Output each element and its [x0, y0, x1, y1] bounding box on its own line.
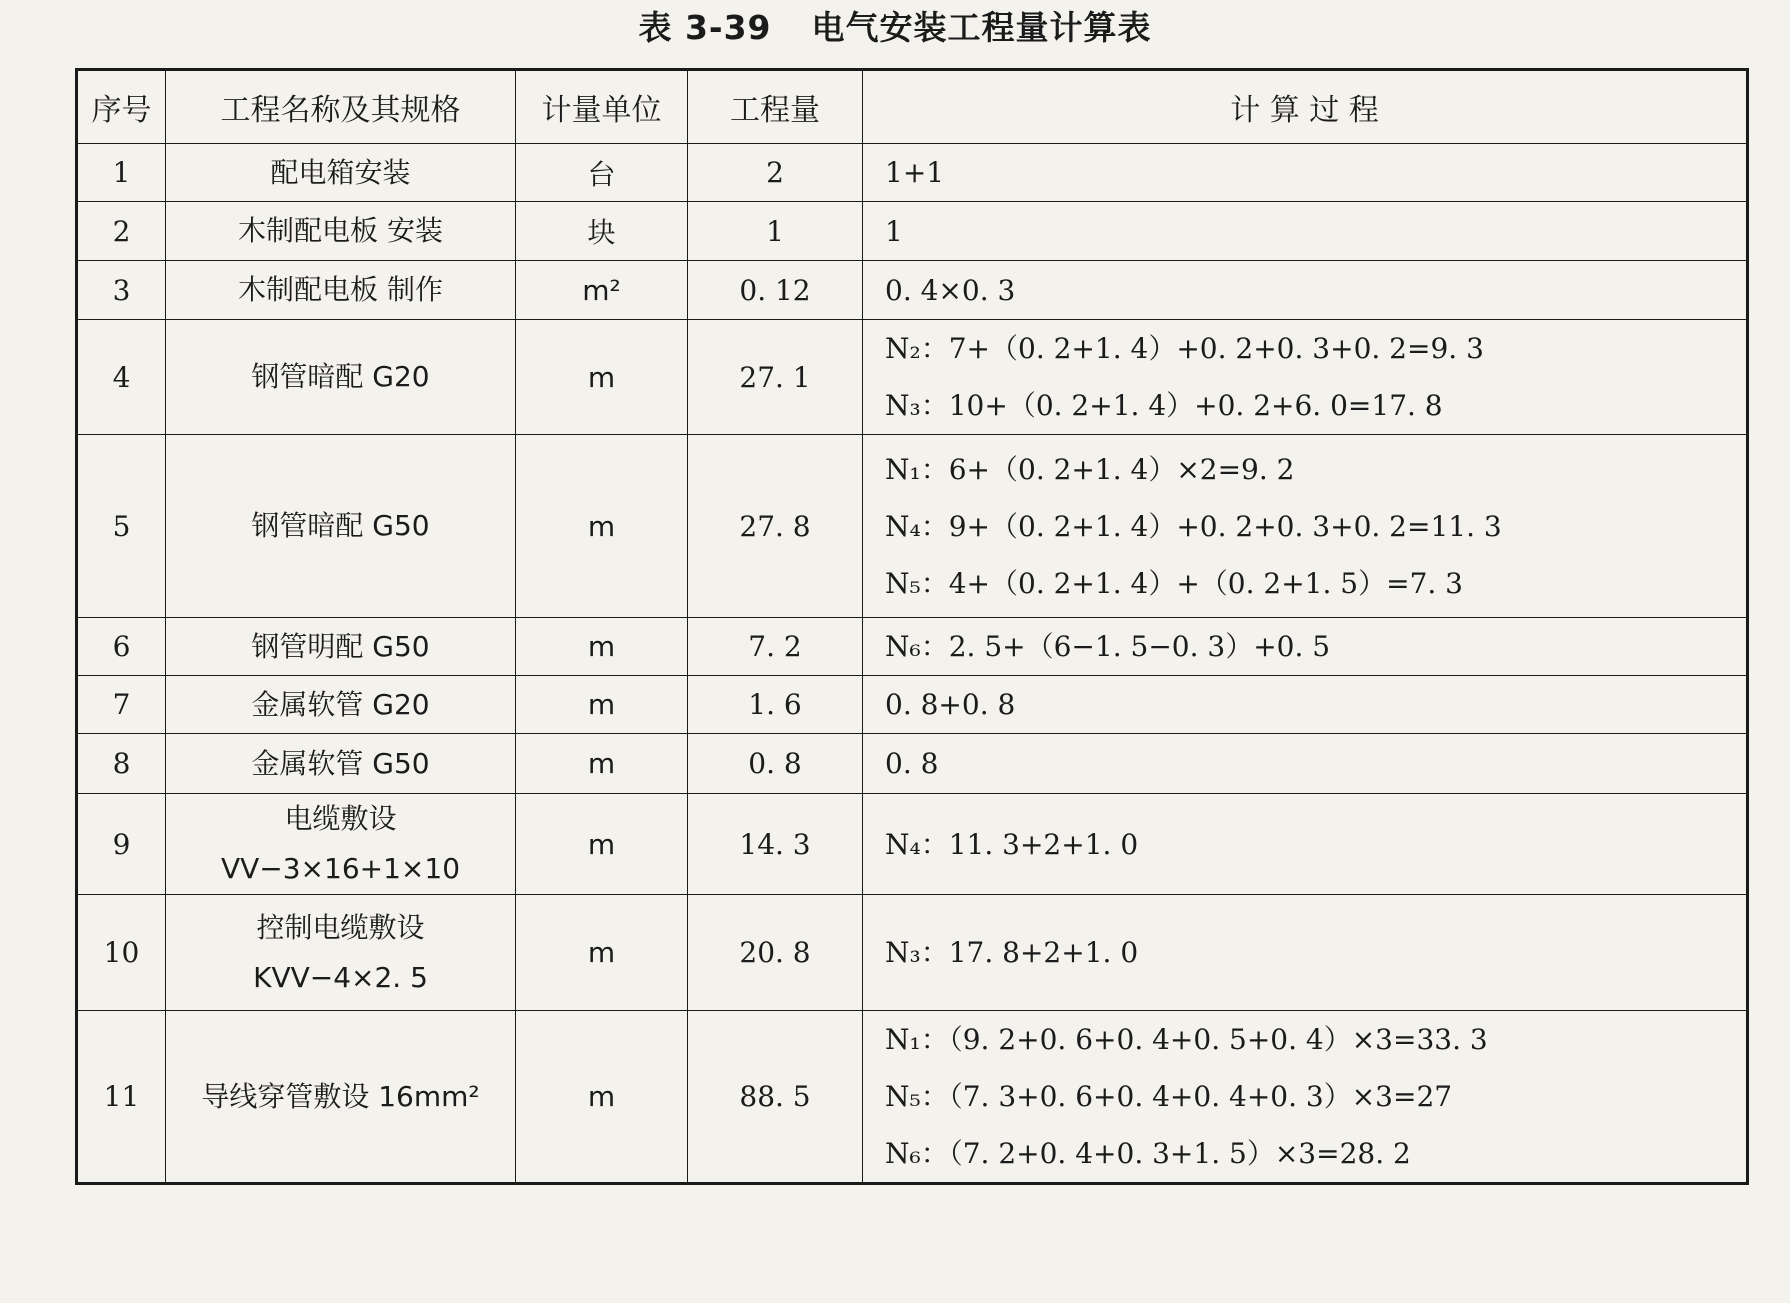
process-line: N₃：10+（0. 2+1. 4）+0. 2+6. 0=17. 8 [885, 389, 1443, 422]
cell-process [863, 202, 1748, 261]
cell-name [166, 676, 516, 734]
table-row [77, 202, 1748, 261]
process-line: 1 [885, 214, 903, 248]
table-row [77, 676, 1748, 734]
name-line: 金属软管 G50 [251, 746, 430, 780]
header-qty: 工程量 [688, 70, 863, 144]
table-row [77, 435, 1748, 618]
process-line: N₃：17. 8+2+1. 0 [885, 936, 1139, 969]
name-line: 电缆敷设 [284, 802, 397, 835]
cell-name [166, 895, 516, 1011]
cell-seq: 4 [77, 320, 166, 435]
name-line: 金属软管 G20 [251, 687, 430, 721]
process-line: N₁：6+（0. 2+1. 4）×2=9. 2 [885, 452, 1295, 486]
process-line: N₅：（7. 3+0. 6+0. 4+0. 4+0. 3）×3=27 [885, 1080, 1453, 1113]
table-title-text: 电气安装工程量计算表 [811, 8, 1152, 47]
table-row [77, 261, 1748, 320]
process-line: N₄：11. 3+2+1. 0 [885, 827, 1139, 861]
cell-process [863, 261, 1748, 320]
header-name: 工程名称及其规格 [166, 70, 516, 144]
process-line: N₂：7+（0. 2+1. 4）+0. 2+0. 3+0. 2=9. 3 [885, 332, 1484, 365]
cell-qty: 88. 5 [688, 1011, 863, 1184]
cell-qty: 20. 8 [688, 895, 863, 1011]
table-row [77, 734, 1748, 794]
table-row [77, 794, 1748, 895]
cell-seq: 5 [77, 435, 166, 618]
cell-unit: m² [516, 261, 688, 320]
cell-unit: m [516, 895, 688, 1011]
cell-name [166, 734, 516, 794]
cell-name [166, 320, 516, 435]
cell-process [863, 320, 1748, 435]
name-line: VV−3×16+1×10 [220, 852, 461, 885]
cell-seq: 6 [77, 618, 166, 676]
cell-seq: 1 [77, 144, 166, 202]
cell-seq: 3 [77, 261, 166, 320]
table-body [77, 144, 1748, 1184]
cell-unit: m [516, 435, 688, 618]
cell-process [863, 676, 1748, 734]
cell-unit: m [516, 618, 688, 676]
process-line: N₄：9+（0. 2+1. 4）+0. 2+0. 3+0. 2=11. 3 [885, 509, 1502, 543]
cell-process [863, 734, 1748, 794]
name-line: 导线穿管敷设 16mm² [201, 1079, 480, 1113]
cell-unit: 块 [516, 202, 688, 261]
cell-name [166, 202, 516, 261]
process-line: N₆：2. 5+（6−1. 5−0. 3）+0. 5 [885, 630, 1331, 663]
table-row [77, 895, 1748, 1011]
cell-qty: 0. 12 [688, 261, 863, 320]
cell-seq: 9 [77, 794, 166, 895]
cell-qty: 0. 8 [688, 734, 863, 794]
cell-process [863, 895, 1748, 1011]
process-line: N₁：（9. 2+0. 6+0. 4+0. 5+0. 4）×3=33. 3 [885, 1023, 1488, 1056]
cell-qty: 2 [688, 144, 863, 202]
cell-qty: 27. 8 [688, 435, 863, 618]
table-row [77, 1011, 1748, 1184]
process-line: N₅：4+（0. 2+1. 4）+（0. 2+1. 5）=7. 3 [885, 566, 1463, 600]
cell-qty: 27. 1 [688, 320, 863, 435]
cell-name [166, 435, 516, 618]
cell-process [863, 435, 1748, 618]
process-line: 0. 8 [885, 747, 939, 780]
cell-name [166, 794, 516, 895]
table-row [77, 320, 1748, 435]
cell-process [863, 144, 1748, 202]
process-line: N₆：（7. 2+0. 4+0. 3+1. 5）×3=28. 2 [885, 1137, 1411, 1170]
cell-seq: 11 [77, 1011, 166, 1184]
cell-process [863, 1011, 1748, 1184]
cell-seq: 10 [77, 895, 166, 1011]
quantity-calculation-table [75, 68, 1749, 1185]
cell-unit: m [516, 320, 688, 435]
cell-name [166, 261, 516, 320]
process-line: 0. 8+0. 8 [885, 688, 1016, 721]
name-line: KVV−4×2. 5 [253, 960, 428, 994]
cell-qty: 1 [688, 202, 863, 261]
header-unit: 计量单位 [516, 70, 688, 144]
cell-process [863, 794, 1748, 895]
name-line: 配电箱安装 [270, 155, 411, 189]
process-line: 1+1 [885, 156, 945, 189]
cell-seq: 8 [77, 734, 166, 794]
cell-unit: m [516, 794, 688, 895]
cell-name [166, 1011, 516, 1184]
cell-seq: 2 [77, 202, 166, 261]
header-seq: 序号 [77, 70, 166, 144]
table-number: 表 3-39 [638, 8, 772, 47]
header-row [77, 70, 1748, 144]
cell-unit: m [516, 1011, 688, 1184]
name-line: 控制电缆敷设 [256, 910, 425, 944]
process-line: 0. 4×0. 3 [885, 273, 1016, 307]
cell-name [166, 144, 516, 202]
table-row [77, 144, 1748, 202]
cell-unit: 台 [516, 144, 688, 202]
name-line: 钢管明配 G50 [251, 629, 430, 663]
name-line: 钢管暗配 G50 [251, 509, 430, 542]
cell-name [166, 618, 516, 676]
table-row [77, 618, 1748, 676]
name-line: 木制配电板 制作 [238, 273, 443, 306]
header-process: 计 算 过 程 [863, 70, 1748, 144]
cell-unit: m [516, 734, 688, 794]
name-line: 木制配电板 安装 [238, 214, 443, 247]
cell-qty: 14. 3 [688, 794, 863, 895]
cell-seq: 7 [77, 676, 166, 734]
table-title [0, 6, 1790, 50]
cell-process [863, 618, 1748, 676]
cell-qty: 7. 2 [688, 618, 863, 676]
cell-unit: m [516, 676, 688, 734]
name-line: 钢管暗配 G20 [251, 360, 430, 393]
cell-qty: 1. 6 [688, 676, 863, 734]
